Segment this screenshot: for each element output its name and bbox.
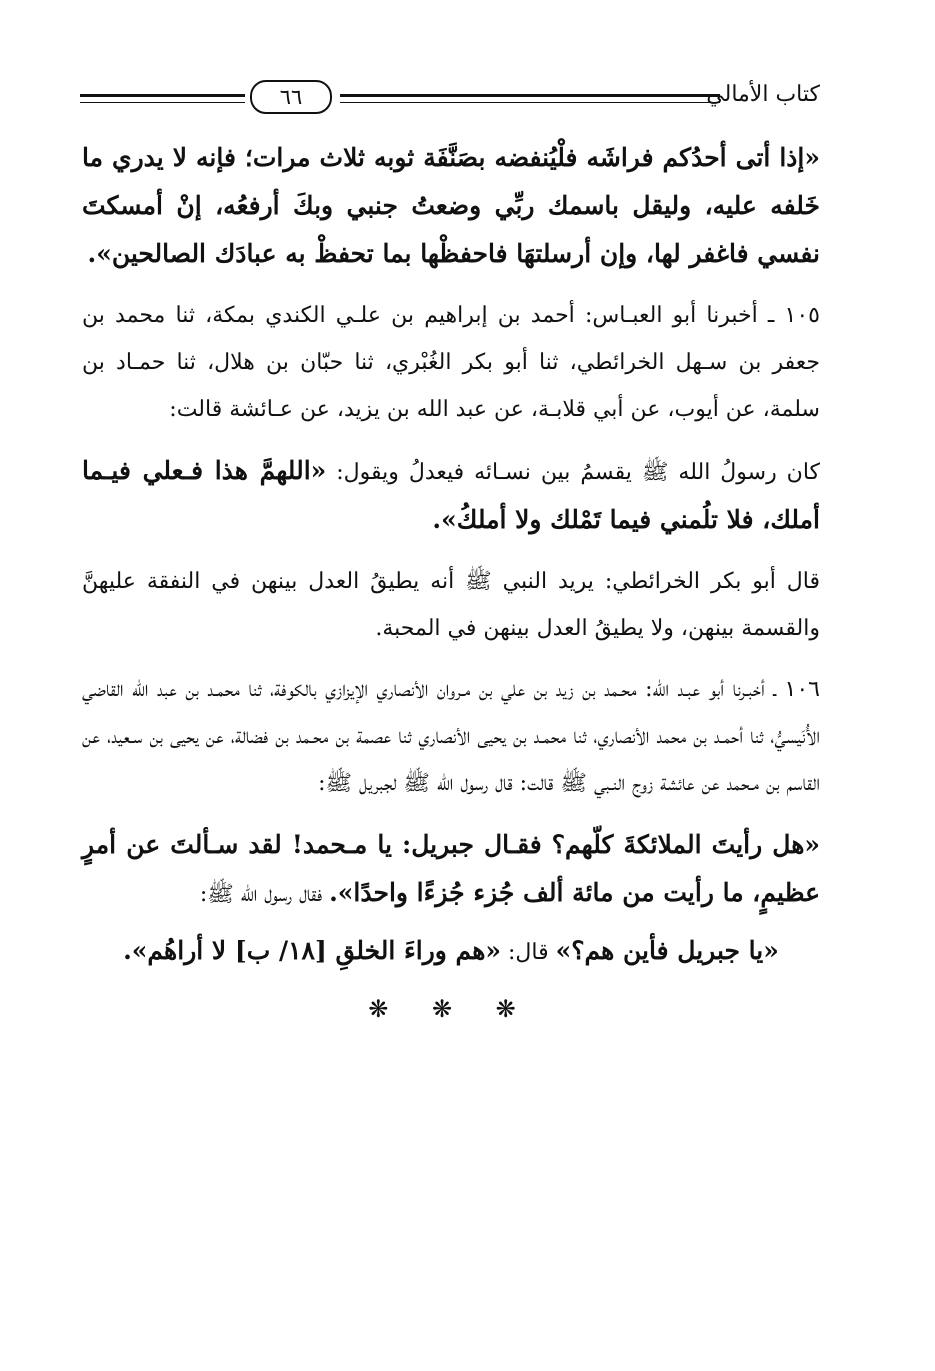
section-divider-stars: ❋ ❋ ❋ — [368, 995, 534, 1023]
hadith-paragraph — [82, 821, 820, 919]
page-header — [80, 78, 820, 122]
hadith-quote: «يا جبريل فأين هم؟» — [555, 936, 779, 965]
header-rule — [340, 94, 720, 103]
book-title: كتاب الأمالي — [706, 82, 820, 107]
narration-text: فقال رسول الله ﷺ: — [199, 882, 330, 907]
hadith-paragraph — [82, 447, 820, 544]
page-number: ٦٦ — [250, 80, 332, 114]
hadith-quote: «اللهمَّ هذا فـعلي فيـما أملك، فلا تلُمني فيما تَمْلك ولا أملكُ». — [82, 456, 820, 534]
commentary-paragraph: قال أبو بكر الخرائطي: يريد النبي ﷺ أنه يطيقُ العدل بينهن في النفقة عليهنَّ والقسمة بينهن، ولا يطيقُ العدل بينهن في المحبة. — [82, 569, 820, 641]
hadith-paragraph — [82, 927, 820, 977]
header-rule — [80, 94, 245, 103]
page-body — [82, 134, 820, 1023]
hadith-quote: «هل رأيتَ الملائكةَ كلّهم؟ فقـال جبريل: يا مـحمد! لقد سـألتَ عن أمرٍ عظيمٍ، ما رأيت من مائة ألف جُزء جُزءًا واحدًا». — [82, 830, 820, 907]
isnad-paragraph: ١٠٦ ـ أخبـرنا أبو عبـد الله: محـمد بن زيد بن علي بن مـروان الأنصاري الإيزازي بالكوفة، ثنا محمـد بن عبد الله القاضي الأُنَيسيُّ، ثنا أحمـد بن محمد الأنصاري، ثنا محمـد بن يحيى الأنصاري ثنا عصمة بن محـمد بن فضالة، عن يحيى بن سـعيد، عن القاسم بن مـحمد عن عائشة زوج النـبي ﷺ قالت: قال رسول الله ﷺ لجبريل ﷺ: — [82, 677, 820, 796]
narration-text: قال: — [501, 940, 556, 965]
hadith-quote: «إذا أتى أحدُكم فراشَه فلْيُنفضه بصَنَّفَة ثوبه ثلاث مرات؛ فإنه لا يدري ما خَلفه عليه، وليقل باسمك ربِّي وضعتُ جنبي وبكَ أرفعُه، إنْ أمسكتَ نفسي فاغفر لها، وإن أرسلتهَا فاحفظْها بما تحفظْ به عبادَك الصالحين». — [82, 143, 820, 268]
hadith-quote: «هم وراءَ الخلقِ [١٨/ ب] لا أراهُم». — [123, 936, 501, 965]
isnad-paragraph: ١٠٥ ـ أخبرنا أبو العبـاس: أحمد بن إبراهيم بن علـي الكندي بمكة، ثنا محمد بن جعفر بن سـهل الخرائطي، ثنا أبو بكر الغُبْري، ثنا حبّان بن هلال، ثنا حمـاد بن سلمة، عن أيوب، عن أبي قلابـة، عن عبد الله بن يزيد، عن عـائشة قالت: — [82, 303, 820, 422]
narration-text: كان رسولُ الله ﷺ يقسمُ بين نسـائه فيعدلُ ويقول: — [326, 460, 820, 485]
